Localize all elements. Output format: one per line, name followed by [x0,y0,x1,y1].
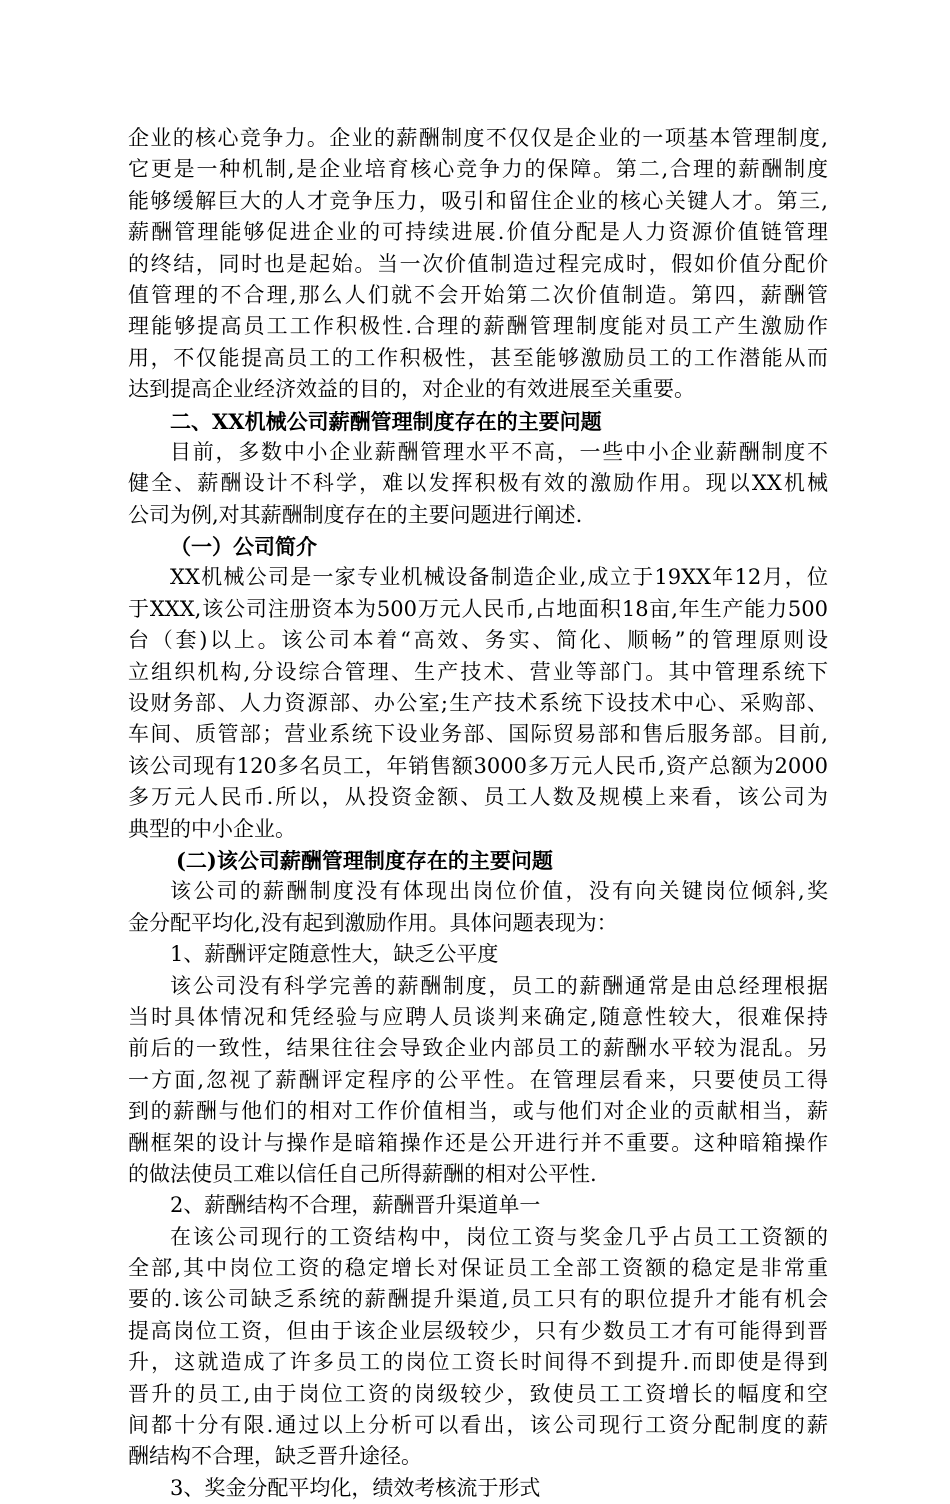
document-page [128,123,828,1504]
paragraph-first-line: 在该公司现行的工资结构中，岗位工资与奖金几乎占员工工资额的 [170,1224,828,1249]
text-line: 的终结，同时也是起始。当一次价值制造过程完成时，假如价值分配价 [128,251,828,276]
section-heading: 二、XX机械公司薪酬管理制度存在的主要问题 [170,408,602,434]
text-line: 一方面,忽视了薪酬评定程序的公平性。在管理层看来，只要使员工得 [128,1067,828,1092]
paragraph-first-line: XX机械公司是一家专业机械设备制造企业,成立于19XX年12月，位 [170,565,828,590]
section-heading: （一）公司简介 [170,534,317,560]
subsection-heading: 3、奖金分配平均化，绩效考核流于形式 [170,1475,541,1500]
text-line: 的做法使员工难以信任自己所得薪酬的相对公平性. [128,1161,597,1186]
text-line: 台（套)以上。该公司本着“高效、务实、简化、顺畅”的管理原则设 [128,628,828,653]
subsection-heading: 2、薪酬结构不合理，薪酬晋升渠道单一 [170,1193,541,1218]
text-line: 达到提高企业经济效益的目的，对企业的有效进展至关重要。 [128,377,695,402]
text-line: 到的薪酬与他们的相对工作价值相当，或与他们对企业的贡献相当，薪 [128,1099,828,1124]
subsection-heading: 1、薪酬评定随意性大，缺乏公平度 [170,942,499,967]
text-line: 车间、质管部；营业系统下设业务部、国际贸易部和售后服务部。目前, [128,722,828,747]
text-line: 要的.该公司缺乏系统的薪酬提升渠道,员工只有的职位提升才能有机会 [128,1287,828,1312]
text-line: 它更是一种机制,是企业培育核心竞争力的保障。第二,合理的薪酬制度 [128,157,828,182]
paragraph-first-line: 该公司没有科学完善的薪酬制度，员工的薪酬通常是由总经理根据 [170,973,828,998]
section-heading: (二)该公司薪酬管理制度存在的主要问题 [176,847,553,873]
text-line: 全部,其中岗位工资的稳定增长对保证员工全部工资额的稳定是非常重 [128,1256,828,1281]
text-line: 金分配平均化,没有起到激励作用。具体问题表现为： [128,910,618,935]
text-line: 立组织机构,分设综合管理、生产技术、营业等部门。其中管理系统下 [128,659,828,684]
text-line: 薪酬管理能够促进企业的可持续进展.价值分配是人力资源价值链管理 [128,220,828,245]
text-line: 当时具体情况和凭经验与应聘人员谈判来确定,随意性较大，很难保持 [128,1004,828,1029]
text-line: 晋升的员工,由于岗位工资的岗级较少，致使员工工资增长的幅度和空 [128,1381,828,1406]
text-line: 酬框架的设计与操作是暗箱操作还是公开进行并不重要。这种暗箱操作 [128,1130,828,1155]
text-line: 理能够提高员工工作积极性.合理的薪酬管理制度能对员工产生激励作 [128,314,828,339]
text-line: 能够缓解巨大的人才竞争压力，吸引和留住企业的核心关键人才。第三, [128,188,828,213]
paragraph-first-line: 该公司的薪酬制度没有体现出岗位价值，没有向关键岗位倾斜,奖 [170,879,828,904]
text-line: 前后的一致性，结果往往会导致企业内部员工的薪酬水平较为混乱。另 [128,1036,828,1061]
paragraph-first-line: 目前，多数中小企业薪酬管理水平不高，一些中小企业薪酬制度不 [170,439,828,464]
text-line: 典型的中小企业。 [128,816,296,841]
text-line: 酬结构不合理，缺乏晋升途径。 [128,1444,422,1469]
text-line: 设财务部、人力资源部、办公室;生产技术系统下设技术中心、采购部、 [128,691,828,716]
text-line: 值管理的不合理,那么人们就不会开始第二次价值制造。第四，薪酬管 [128,282,828,307]
text-line: 于XXX,该公司注册资本为500万元人民币,占地面积18亩,年生产能力500 [128,596,828,621]
text-line: 提高岗位工资，但由于该企业层级较少，只有少数员工才有可能得到晋 [128,1318,828,1343]
text-line: 升，这就造成了许多员工的岗位工资长时间得不到提升.而即使是得到 [128,1350,828,1375]
text-line: 健全、薪酬设计不科学，难以发挥积极有效的激励作用。现以XX机械 [128,471,828,496]
text-line: 多万元人民币.所以，从投资金额、员工人数及规模上来看，该公司为 [128,785,828,810]
text-line: 用，不仅能提高员工的工作积极性，甚至能够激励员工的工作潜能从而 [128,345,828,370]
text-line: 该公司现有120多名员工，年销售额3000多万元人民币,资产总额为2000 [128,753,828,778]
text-line: 企业的核心竞争力。企业的薪酬制度不仅仅是企业的一项基本管理制度, [128,126,828,150]
text-line: 公司为例,对其薪酬制度存在的主要问题进行阐述. [128,502,583,527]
text-line: 间都十分有限.通过以上分析可以看出，该公司现行工资分配制度的薪 [128,1413,828,1438]
